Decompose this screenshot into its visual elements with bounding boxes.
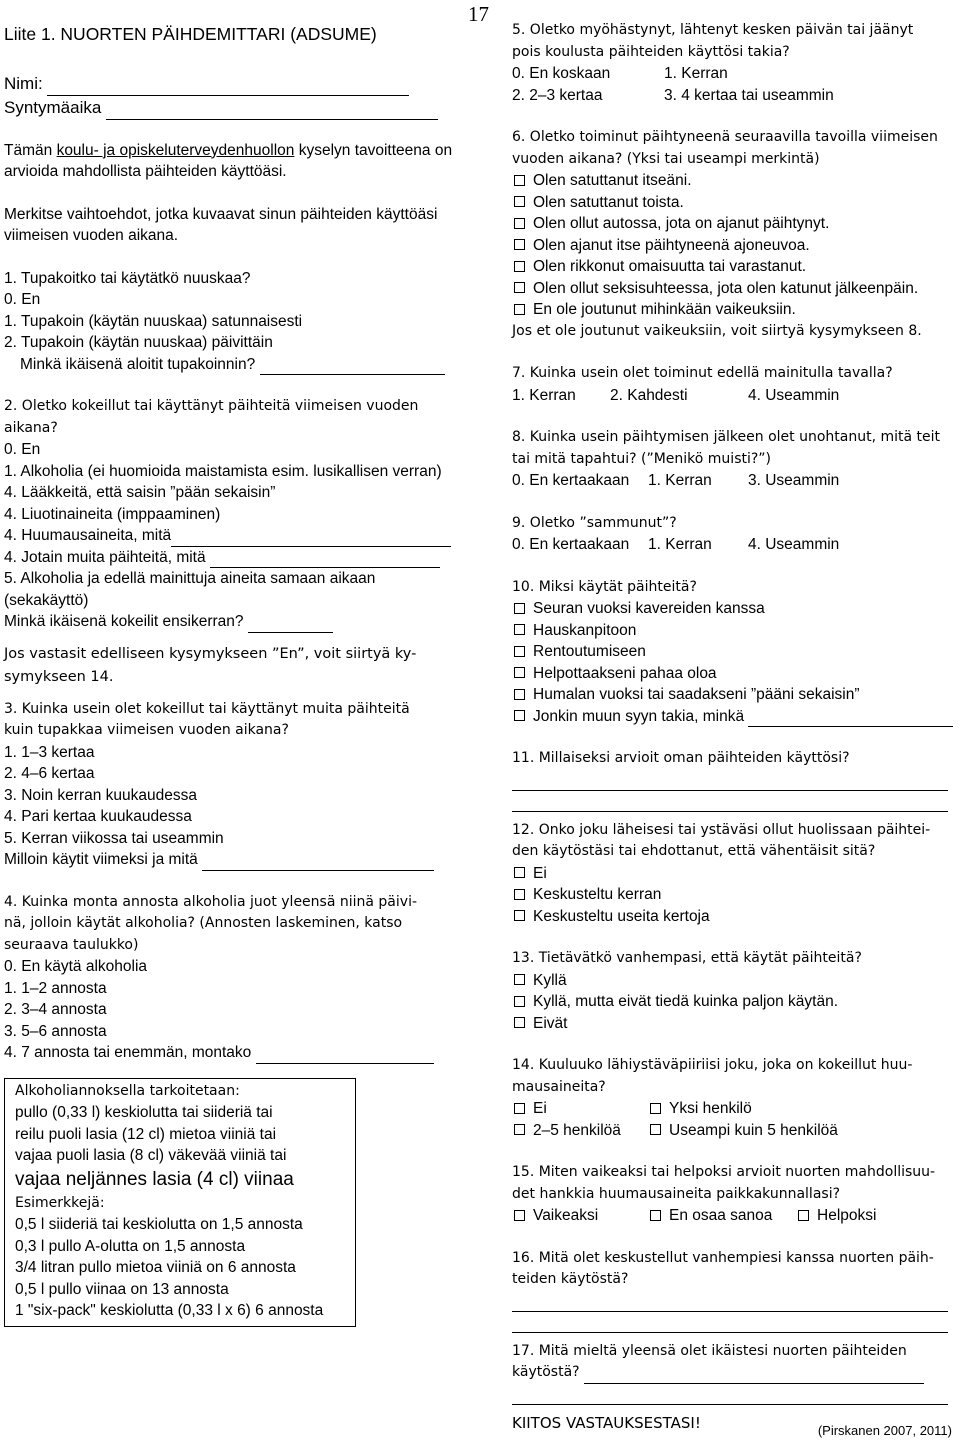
question-2-text: aikana?	[4, 419, 58, 436]
left-column	[4, 20, 462, 1327]
question-13	[512, 948, 958, 1034]
q2-option[interactable]: 1. Alkoholia (ei huomioida maistamista esim. lusikallisen verran)	[4, 462, 442, 480]
checkbox-icon[interactable]	[798, 1210, 809, 1221]
q13-option[interactable]	[512, 970, 958, 992]
q2-option-text: 4. Huumausaineita, mitä	[4, 527, 172, 544]
q12-option[interactable]	[512, 906, 958, 928]
question-4-text: nä, jolloin käytät alkoholia? (Annosten laskeminen, katso	[4, 915, 403, 931]
q14-option[interactable]	[512, 1120, 648, 1142]
q10-option[interactable]	[512, 641, 958, 663]
question-17-text-line2: käytöstä?	[512, 1364, 580, 1380]
question-14	[512, 1055, 958, 1141]
q6-option-text: Olen ajanut itse päihtyneenä ajoneuvoa.	[533, 236, 810, 254]
q12-option-text: Keskusteltu useita kertoja	[533, 907, 710, 925]
q5-option[interactable]: 2. 2–3 kertaa	[512, 86, 603, 104]
checkbox-icon[interactable]	[514, 910, 525, 921]
q12-option-text: Keskusteltu kerran	[533, 886, 662, 903]
birthdate-input-line[interactable]	[106, 103, 438, 120]
q13-option-text: Eivät	[533, 1014, 568, 1032]
question-5-text: 5. Oletko myöhästynyt, lähtenyt kesken päivän tai jäänyt	[512, 22, 914, 38]
intro-text: kyselyn tavoitteena on	[294, 141, 453, 159]
checkbox-icon[interactable]	[514, 218, 525, 229]
checkbox-icon[interactable]	[514, 1017, 525, 1028]
q16-answer-line[interactable]	[512, 1291, 948, 1312]
checkbox-icon[interactable]	[514, 624, 525, 635]
source-credit: (Pirskanen 2007, 2011)	[817, 1423, 952, 1438]
checkbox-icon[interactable]	[514, 282, 525, 293]
q13-option[interactable]	[512, 1013, 958, 1035]
question-11-text: 11. Millaiseksi arvioit oman päihteiden käyttösi?	[512, 750, 850, 766]
question-8-text: 8. Kuinka usein päihtymisen jälkeen olet unohtanut, mitä teit	[512, 429, 941, 445]
units-example: 3/4 litran pullo mietoa viiniä on 6 annosta	[15, 1259, 296, 1276]
checkbox-icon[interactable]	[514, 710, 525, 721]
q2-answer-line[interactable]	[171, 530, 451, 547]
q14-option-text: 2–5 henkilöä	[533, 1121, 621, 1139]
question-3-text: 3. Kuinka usein olet kokeillut tai käyttänyt muita päihteitä	[4, 700, 410, 717]
q15-option-text: En osaa sanoa	[669, 1207, 773, 1224]
q4-option[interactable]: 2. 3–4 annosta	[4, 1001, 107, 1018]
q6-option[interactable]	[512, 256, 958, 278]
checkbox-icon[interactable]	[514, 175, 525, 186]
q2-option[interactable]	[4, 525, 462, 547]
q14-option-text: Yksi henkilö	[669, 1100, 752, 1117]
q17-answer-line[interactable]	[584, 1367, 924, 1384]
question-8	[512, 427, 958, 492]
q2-option[interactable]: 5. Alkoholia ja edellä mainittuja aineita samaan aikaan	[4, 570, 376, 587]
q15-option[interactable]	[512, 1205, 648, 1227]
question-10-text: 10. Miksi käytät päihteitä?	[512, 578, 697, 595]
units-heading: Alkoholiannoksella tarkoitetaan:	[15, 1082, 240, 1099]
question-9-text: 9. Oletko ”sammunut”?	[512, 514, 677, 531]
checkbox-icon[interactable]	[514, 1124, 525, 1135]
q6-option[interactable]	[512, 299, 958, 321]
units-definition: pullo (0,33 l) keskiolutta tai siideriä tai	[15, 1104, 273, 1121]
q4-answer-line[interactable]	[256, 1047, 434, 1064]
q6-option-text: Olen ollut autossa, jota on ajanut päihtynyt.	[533, 215, 830, 232]
units-definition: reilu puoli lasia (12 cl) mietoa viiniä tai	[15, 1125, 277, 1143]
checkbox-icon[interactable]	[514, 974, 525, 985]
q11-answer-line[interactable]	[512, 791, 948, 812]
question-3	[4, 699, 462, 871]
q10-answer-line[interactable]	[748, 710, 953, 727]
name-label: Nimi:	[4, 73, 43, 93]
q3-follow-up	[4, 849, 462, 871]
q1-answer-line[interactable]	[260, 358, 445, 375]
question-16-text: 16. Mitä olet keskustellut vanhempiesi kanssa nuorten päih-	[512, 1249, 934, 1266]
question-3-text: kuin tupakkaa viimeisen vuoden aikana?	[4, 722, 289, 738]
q14-option-text: Useampi kuin 5 henkilöä	[669, 1121, 838, 1139]
q15-option[interactable]	[796, 1205, 876, 1227]
q12-option[interactable]	[512, 863, 958, 885]
checkbox-icon[interactable]	[514, 196, 525, 207]
question-17	[512, 1341, 958, 1405]
units-example: 0,3 l pullo A-olutta on 1,5 annosta	[15, 1237, 246, 1255]
q14-option-text: Ei	[533, 1100, 547, 1117]
question-12	[512, 820, 958, 928]
q1-option[interactable]: 1. Tupakoin (käytän nuuskaa) satunnaisesti	[4, 312, 303, 330]
checkbox-icon[interactable]	[514, 603, 525, 614]
q3-option[interactable]: 1. 1–3 kertaa	[4, 743, 95, 761]
q17-answer-line[interactable]	[512, 1384, 948, 1405]
q12-option-text: Ei	[533, 864, 547, 882]
thank-you-text: KIITOS VASTAUKSESTASI!	[512, 1413, 701, 1432]
checkbox-icon[interactable]	[650, 1103, 661, 1114]
question-17-text: 17. Mitä mieltä yleensä olet ikäistesi nuorten päihteiden	[512, 1342, 907, 1359]
q2-option[interactable]	[4, 547, 462, 569]
question-5-text: pois koulusta päihteiden käyttösi takia?	[512, 43, 790, 60]
q3-follow-text: Milloin käytit viimeksi ja mitä	[4, 851, 198, 868]
checkbox-icon[interactable]	[514, 1103, 525, 1114]
q6-option-text: En ole joutunut mihinkään vaikeuksiin.	[533, 301, 796, 318]
q3-option[interactable]: 4. Pari kertaa kuukaudessa	[4, 808, 192, 825]
birthdate-label: Syntymäaika	[4, 97, 102, 117]
q10-option-text: Seuran vuoksi kavereiden kanssa	[533, 600, 765, 617]
q15-option-text: Helpoksi	[817, 1207, 877, 1224]
units-example: 0,5 l siideriä tai keskiolutta on 1,5 annosta	[15, 1216, 303, 1233]
intro-line-1	[4, 140, 462, 162]
question-10	[512, 577, 958, 728]
q15-option-text: Vaikeaksi	[533, 1207, 599, 1224]
q2-answer-line[interactable]	[248, 616, 333, 633]
q14-option[interactable]	[512, 1098, 648, 1120]
q6-option-text: Olen rikkonut omaisuutta tai varastanut.	[533, 258, 807, 275]
name-field	[4, 72, 462, 96]
q13-option-text: Kyllä	[533, 971, 567, 989]
instruction-line-2: viimeisen vuoden aikana.	[4, 227, 179, 244]
intro-text: Tämän	[4, 141, 57, 159]
q12-option[interactable]	[512, 884, 958, 906]
question-17-text	[512, 1362, 958, 1384]
q4-option[interactable]: 0. En käytä alkoholia	[4, 958, 148, 975]
q5-option[interactable]: 0. En koskaan	[512, 65, 611, 82]
q1-follow-up	[4, 354, 462, 376]
q6-option[interactable]	[512, 213, 958, 235]
units-definition: vajaa neljännes lasia (4 cl) viinaa	[15, 1168, 294, 1190]
birthdate-field	[4, 96, 462, 120]
checkbox-icon[interactable]	[514, 996, 525, 1007]
question-2-text: 2. Oletko kokeillut tai käyttänyt päihteitä viimeisen vuoden	[4, 398, 419, 414]
q14-option[interactable]	[648, 1120, 838, 1142]
q4-option[interactable]	[4, 1042, 462, 1064]
q4-option[interactable]: 1. 1–2 annosta	[4, 979, 107, 997]
question-12-text: den käytöstäsi tai ehdottanut, että vähentäisit sitä?	[512, 843, 876, 859]
q2-option[interactable]: 4. Liuotinaineita (imppaaminen)	[4, 505, 221, 523]
q11-answer-line[interactable]	[512, 770, 948, 791]
checkbox-icon[interactable]	[514, 261, 525, 272]
q6-option[interactable]	[512, 170, 958, 192]
q2-answer-line[interactable]	[210, 551, 440, 568]
question-14-text: mausaineita?	[512, 1078, 606, 1095]
checkbox-icon[interactable]	[514, 646, 525, 657]
intro-line-2: arvioida mahdollista päihteiden käyttöäsi.	[4, 163, 287, 180]
units-example: 1 "six-pack" keskiolutta (0,33 l x 6) 6 annosta	[15, 1302, 324, 1319]
q6-skip-note: Jos et ole joutunut vaikeuksiin, voit siirtyä kysymykseen 8.	[512, 322, 922, 339]
question-4-text: 4. Kuinka monta annosta alkoholia juot yleensä niinä päivi-	[4, 893, 418, 910]
name-input-line[interactable]	[47, 79, 409, 96]
q10-option-text: Humalan vuoksi tai saadakseni ”pääni sekaisin”	[533, 686, 860, 703]
q10-option-text: Rentoutumiseen	[533, 643, 646, 660]
q9-option[interactable]: 0. En kertaakaan	[512, 536, 630, 553]
q6-option-text: Olen satuttanut toista.	[533, 193, 684, 211]
units-definition: vajaa puoli lasia (8 cl) väkevää viiniä tai	[15, 1147, 287, 1164]
checkbox-icon[interactable]	[514, 889, 525, 900]
q1-option[interactable]: 2. Tupakoin (käytän nuuskaa) päivittäin	[4, 334, 273, 351]
question-13-text: 13. Tietävätkö vanhempasi, että käytät päihteitä?	[512, 950, 862, 966]
q10-option-text: Jonkin muun syyn takia, minkä	[533, 707, 745, 725]
health-service-text: koulu- ja opiskeluterveydenhuollon	[56, 141, 295, 159]
checkbox-icon[interactable]	[514, 304, 525, 315]
q13-option[interactable]	[512, 991, 958, 1013]
question-8-text: tai mitä tapahtui? (”Menikö muisti?”)	[512, 450, 772, 467]
q3-answer-line[interactable]	[202, 854, 434, 871]
question-16	[512, 1248, 958, 1333]
q2-option[interactable]: 0. En	[4, 441, 41, 458]
units-example: 0,5 l pullo viinaa on 13 annosta	[15, 1280, 229, 1298]
q7-option[interactable]: 4. Useammin	[748, 386, 840, 404]
question-7-text: 7. Kuinka usein olet toiminut edellä mainitulla tavalla?	[512, 365, 893, 381]
q8-option[interactable]: 0. En kertaakaan	[512, 472, 630, 489]
q2-follow-text: Minkä ikäisenä kokeilit ensikerran?	[4, 613, 244, 630]
q4-option-text: 4. 7 annosta tai enemmän, montako	[4, 1044, 252, 1061]
q8-option[interactable]: 1. Kerran	[648, 472, 712, 489]
q8-option[interactable]: 3. Useammin	[748, 472, 840, 489]
checkbox-icon[interactable]	[650, 1210, 661, 1221]
q6-option-text: Olen ollut seksisuhteessa, jota olen katunut jälkeenpäin.	[533, 279, 919, 297]
question-12-text: 12. Onko joku läheisesi tai ystäväsi ollut huolissaan päihtei-	[512, 821, 931, 838]
checkbox-icon[interactable]	[650, 1124, 661, 1135]
q2-option[interactable]: 4. Lääkkeitä, että saisin ”pään sekaisin”	[4, 484, 276, 501]
page-number: 17	[468, 2, 489, 26]
q5-option[interactable]: 1. Kerran	[664, 65, 728, 82]
question-4	[4, 892, 462, 1064]
right-column	[512, 20, 958, 1434]
checkbox-icon[interactable]	[514, 689, 525, 700]
q13-option-text: Kyllä, mutta eivät tiedä kuinka paljon käytän.	[533, 993, 839, 1010]
question-6	[512, 127, 958, 342]
question-1-text: 1. Tupakoitko tai käytätkö nuuskaa?	[4, 269, 251, 287]
checkbox-icon[interactable]	[514, 667, 525, 678]
checkbox-icon[interactable]	[514, 239, 525, 250]
q1-option[interactable]: 0. En	[4, 291, 41, 308]
q3-option[interactable]: 3. Noin kerran kuukaudessa	[4, 786, 198, 804]
q2-skip-note: symykseen 14.	[4, 668, 114, 685]
question-6-text: 6. Oletko toiminut päihtyneenä seuraavilla tavoilla viimeisen	[512, 129, 938, 145]
q6-option[interactable]	[512, 192, 958, 214]
question-15-text: 15. Miten vaikeaksi tai helpoksi arvioit nuorten mahdollisuu-	[512, 1164, 936, 1180]
q1-follow-text: Minkä ikäisenä aloitit tupakoinnin?	[20, 355, 256, 373]
q7-option[interactable]: 1. Kerran	[512, 386, 576, 404]
q10-option-text: Hauskanpitoon	[533, 621, 637, 639]
question-2	[4, 396, 462, 689]
question-4-text: seuraava taulukko)	[4, 936, 139, 953]
q2-option: (sekakäyttö)	[4, 591, 89, 609]
question-11	[512, 748, 958, 812]
q2-skip-note: Jos vastasit edelliseen kysymykseen ”En”, voit siirtyä ky-	[4, 645, 417, 662]
question-14-text: 14. Kuuluuko lähiystäväpiiriisi joku, joka on kokeillut huu-	[512, 1057, 913, 1073]
q10-option[interactable]	[512, 620, 958, 642]
q14-option[interactable]	[648, 1098, 752, 1120]
q7-option[interactable]: 2. Kahdesti	[610, 386, 688, 404]
instruction-line-1: Merkitse vaihtoehdot, jotka kuvaavat sinun päihteiden käyttöäsi	[4, 205, 438, 223]
question-9	[512, 513, 958, 556]
question-16-text: teiden käytöstä?	[512, 1271, 629, 1287]
question-1	[4, 268, 462, 376]
q3-option[interactable]: 5. Kerran viikossa tai useammin	[4, 829, 224, 847]
q10-option[interactable]	[512, 598, 958, 620]
q6-option-text: Olen satuttanut itseäni.	[533, 172, 692, 189]
q6-option[interactable]	[512, 235, 958, 257]
q10-option[interactable]	[512, 663, 958, 685]
q6-option[interactable]	[512, 278, 958, 300]
checkbox-icon[interactable]	[514, 867, 525, 878]
q9-option[interactable]: 4. Useammin	[748, 536, 840, 553]
q9-option[interactable]: 1. Kerran	[648, 536, 712, 553]
examples-heading: Esimerkkejä:	[15, 1194, 105, 1211]
q3-option[interactable]: 2. 4–6 kertaa	[4, 765, 95, 782]
q15-option[interactable]	[648, 1205, 796, 1227]
alcohol-units-box	[4, 1078, 356, 1327]
q2-follow-up	[4, 611, 462, 633]
q10-option[interactable]	[512, 684, 958, 706]
q16-answer-line[interactable]	[512, 1312, 948, 1333]
question-5	[512, 20, 958, 106]
document-title: Liite 1. NUORTEN PÄIHDEMITTARI (ADSUME)	[4, 24, 377, 44]
question-15	[512, 1162, 958, 1227]
question-15-text: det hankkia huumausaineita paikkakunnallasi?	[512, 1185, 841, 1202]
question-7	[512, 363, 958, 406]
question-6-text: vuoden aikana? (Yksi tai useampi merkintä)	[512, 150, 820, 167]
checkbox-icon[interactable]	[514, 1210, 525, 1221]
q5-option[interactable]: 3. 4 kertaa tai useammin	[664, 86, 834, 104]
q4-option[interactable]: 3. 5–6 annosta	[4, 1022, 107, 1040]
q10-option[interactable]	[512, 706, 958, 728]
q2-option-text: 4. Jotain muita päihteitä, mitä	[4, 548, 206, 566]
q10-option-text: Helpottaakseni pahaa oloa	[533, 664, 717, 682]
